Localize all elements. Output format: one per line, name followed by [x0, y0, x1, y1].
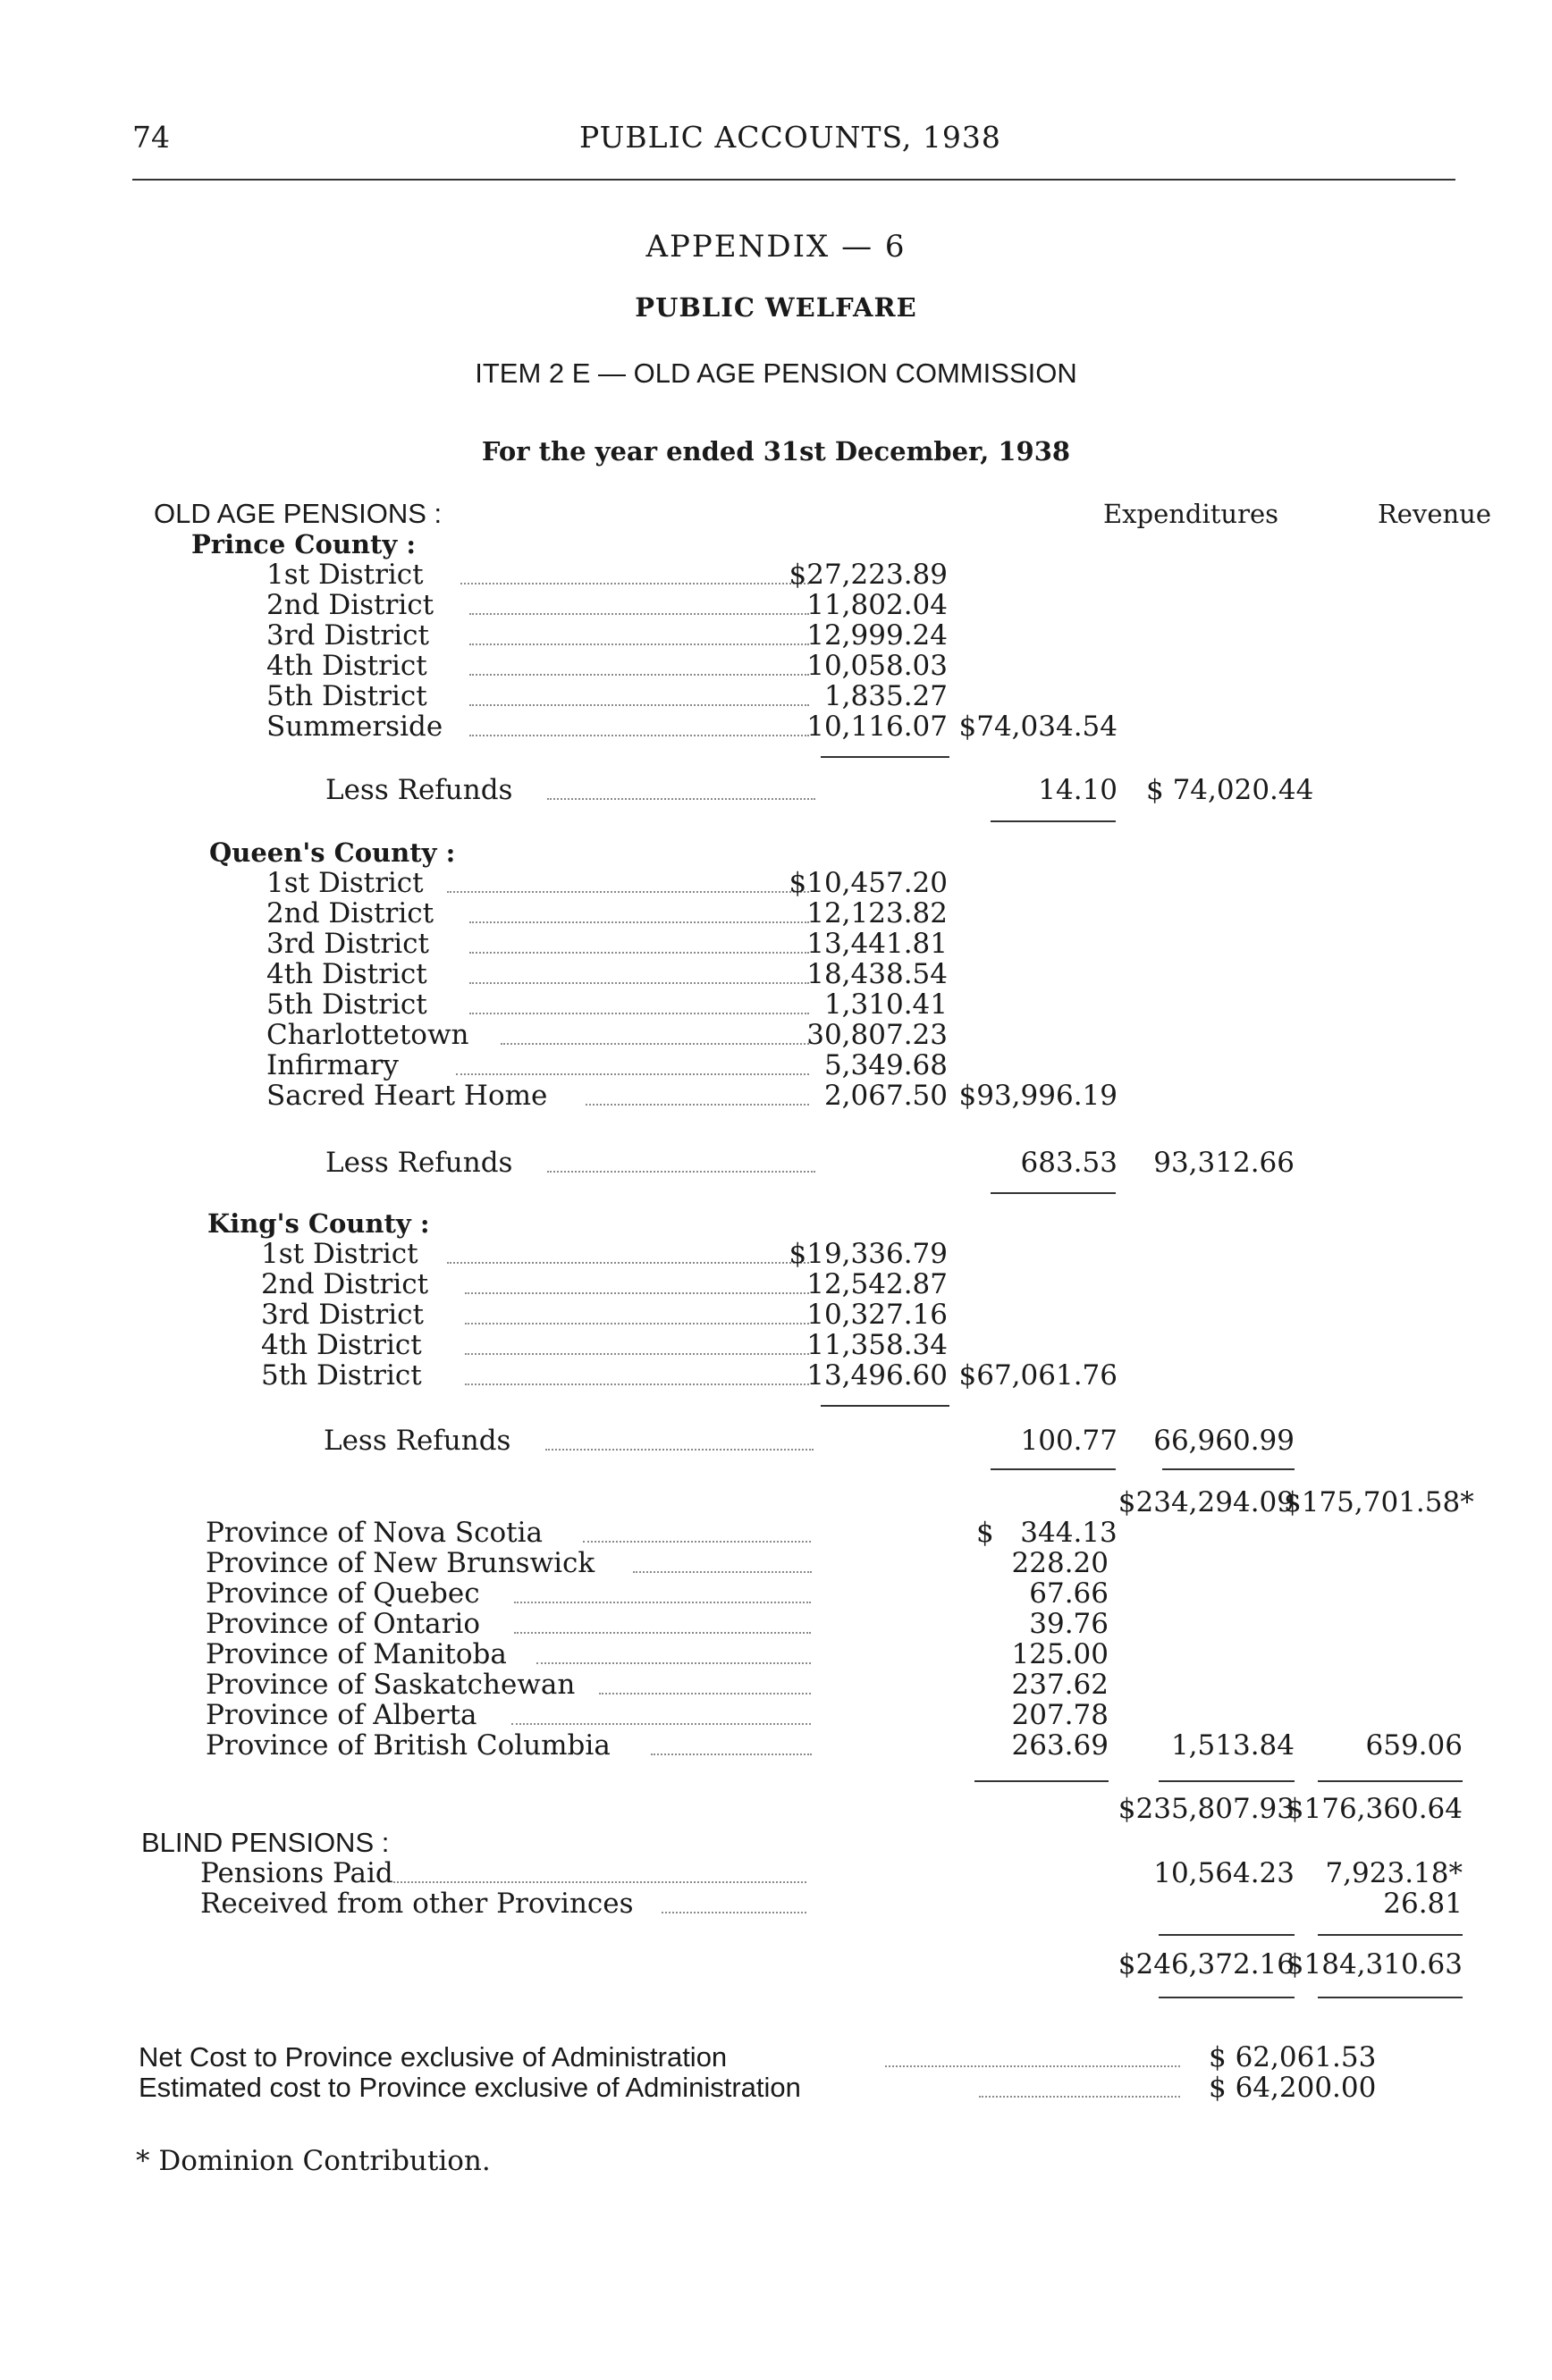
total-rule	[821, 1405, 949, 1407]
expenditures-header: Expenditures	[1102, 499, 1278, 529]
list-item: 3rd District	[261, 1299, 424, 1331]
amount: 11,802.04	[806, 589, 948, 621]
leader-dots	[456, 1073, 809, 1075]
list-item: 3rd District	[266, 928, 429, 960]
amount: 13,496.60	[806, 1359, 948, 1392]
old-age-subtotal-revenue: $175,701.58*	[1284, 1486, 1474, 1518]
grand-total-expenditures: $246,372.16	[1118, 1948, 1295, 1981]
leader-dots	[469, 613, 809, 615]
queens-county-heading: Queen's County :	[209, 837, 456, 868]
leader-dots	[501, 1043, 809, 1045]
amount: $27,223.89	[789, 559, 948, 591]
net-cost-label: Net Cost to Province exclusive of Administration	[139, 2041, 728, 2073]
old-age-total-expenditures: $235,807.93	[1118, 1793, 1295, 1825]
refunds-rule	[991, 820, 1116, 822]
amount: 5,349.68	[823, 1049, 948, 1081]
list-item: Province of Ontario	[206, 1608, 481, 1640]
amount: 12,542.87	[806, 1268, 948, 1300]
amount: 30,807.23	[806, 1019, 948, 1051]
kings-county-total: $67,061.76	[958, 1359, 1118, 1392]
amount: 18,438.54	[806, 958, 948, 990]
revenue-rule	[1318, 1780, 1463, 1782]
leader-dots	[465, 1353, 809, 1355]
list-item: Province of British Columbia	[206, 1729, 611, 1762]
queens-net-value: 93,312.66	[1153, 1147, 1295, 1179]
amount: 39.76	[1029, 1608, 1109, 1640]
leader-dots	[514, 1602, 811, 1603]
leader-dots	[545, 1449, 814, 1451]
list-item: Province of Alberta	[206, 1699, 477, 1731]
leader-dots	[465, 1292, 809, 1294]
department-title: PUBLIC WELFARE	[635, 292, 917, 323]
leader-dots	[885, 2065, 1180, 2067]
list-item: 5th District	[266, 988, 427, 1021]
amount: 67.66	[1029, 1577, 1109, 1610]
provinces-expenditures: 1,513.84	[1170, 1729, 1295, 1762]
footnote: * Dominion Contribution.	[136, 2145, 491, 2177]
estimated-cost-label: Estimated cost to Province exclusive of Administration	[139, 2072, 801, 2103]
expenditures-rule	[1159, 1934, 1295, 1936]
pensions-paid-expenditures: 10,564.23	[1153, 1857, 1295, 1889]
list-item: Province of Quebec	[206, 1577, 480, 1610]
list-item: 2nd District	[266, 589, 434, 621]
amount: 125.00	[1011, 1638, 1109, 1670]
leader-dots	[465, 1323, 809, 1325]
queens-refunds-label: Less Refunds	[325, 1147, 513, 1179]
amount: 12,999.24	[806, 619, 948, 652]
leader-dots	[469, 735, 809, 736]
period-title: For the year ended 31st December, 1938	[481, 436, 1071, 467]
list-item: 4th District	[261, 1329, 422, 1361]
leader-dots	[469, 952, 809, 954]
list-item: 2nd District	[261, 1268, 429, 1300]
net-rule	[1162, 1468, 1295, 1470]
old-age-subtotal-expenditures: $234,294.09	[1118, 1486, 1295, 1518]
amount: 11,358.34	[806, 1329, 948, 1361]
kings-refunds-label: Less Refunds	[324, 1425, 511, 1457]
grand-total-revenue: $184,310.63	[1286, 1948, 1463, 1981]
leader-dots	[469, 921, 809, 923]
appendix-title: APPENDIX — 6	[645, 229, 907, 265]
grand-revenue-rule	[1318, 1997, 1463, 1998]
refunds-rule	[991, 1468, 1116, 1470]
leader-dots	[547, 798, 815, 800]
list-item: Province of Manitoba	[206, 1638, 507, 1670]
amount: 12,123.82	[806, 897, 948, 929]
queens-refunds-value: 683.53	[1020, 1147, 1118, 1179]
amount: 237.62	[1011, 1669, 1109, 1701]
prince-refunds-value: 14.10	[1038, 774, 1118, 806]
leader-dots	[511, 1723, 811, 1725]
old-age-total-revenue: $176,360.64	[1286, 1793, 1463, 1825]
total-rule	[821, 756, 949, 758]
amount: 10,116.07	[806, 711, 948, 743]
list-item: Infirmary	[266, 1049, 399, 1081]
list-item: Province of Nova Scotia	[206, 1517, 544, 1549]
leader-dots	[651, 1753, 812, 1755]
queens-county-total: $93,996.19	[958, 1080, 1118, 1112]
amount: 10,327.16	[806, 1299, 948, 1331]
leader-dots	[469, 643, 809, 645]
leader-dots	[469, 1013, 809, 1014]
pensions-paid-label: Pensions Paid	[200, 1857, 393, 1889]
kings-net-value: 66,960.99	[1153, 1425, 1295, 1457]
list-item: 1st District	[266, 867, 424, 899]
leader-dots	[447, 891, 809, 893]
amount: $10,457.20	[789, 867, 948, 899]
list-item: 4th District	[266, 650, 427, 682]
leader-dots	[447, 1262, 809, 1264]
header-rule	[132, 179, 1455, 181]
page-number: 74	[132, 120, 170, 155]
leader-dots	[460, 583, 809, 584]
grand-expenditures-rule	[1159, 1997, 1295, 1998]
leader-dots	[547, 1171, 815, 1173]
expenditures-rule	[1159, 1780, 1295, 1782]
leader-dots	[469, 982, 809, 984]
list-item: Province of New Brunswick	[206, 1547, 595, 1579]
list-item: 3rd District	[266, 619, 429, 652]
amount: 1,835.27	[823, 680, 948, 712]
amount: $ 344.13	[976, 1517, 1118, 1549]
list-item: 1st District	[266, 559, 424, 591]
refunds-rule	[991, 1192, 1116, 1194]
prince-refunds-label: Less Refunds	[325, 774, 513, 806]
leader-dots	[583, 1541, 811, 1543]
item-title: ITEM 2 E — OLD AGE PENSION COMMISSION	[475, 357, 1077, 389]
estimated-cost-value: $ 64,200.00	[1209, 2072, 1377, 2104]
provinces-revenue: 659.06	[1365, 1729, 1463, 1762]
leader-dots	[599, 1693, 811, 1695]
kings-county-heading: King's County :	[207, 1208, 430, 1239]
provinces-rule	[974, 1780, 1109, 1782]
list-item: 5th District	[266, 680, 427, 712]
running-title: PUBLIC ACCOUNTS, 1938	[579, 120, 1001, 155]
leader-dots	[469, 704, 809, 706]
amount: 207.78	[1011, 1699, 1109, 1731]
leader-dots	[536, 1662, 811, 1664]
list-item: 4th District	[266, 958, 427, 990]
list-item: 1st District	[261, 1238, 418, 1270]
received-other-provinces-revenue: 26.81	[1383, 1888, 1463, 1920]
old-age-pensions-heading: OLD AGE PENSIONS :	[154, 498, 443, 529]
list-item: 5th District	[261, 1359, 422, 1392]
prince-county-heading: Prince County :	[191, 529, 417, 559]
pensions-paid-revenue: 7,923.18*	[1325, 1857, 1463, 1889]
list-item: Charlottetown	[266, 1019, 469, 1051]
amount: 1,310.41	[823, 988, 948, 1021]
revenue-header: Revenue	[1377, 499, 1491, 529]
prince-county-total: $74,034.54	[958, 711, 1118, 743]
received-other-provinces-label: Received from other Provinces	[200, 1888, 634, 1920]
leader-dots	[465, 1383, 809, 1385]
amount: 13,441.81	[806, 928, 948, 960]
kings-refunds-value: 100.77	[1020, 1425, 1118, 1457]
list-item: Province of Saskatchewan	[206, 1669, 576, 1701]
leader-dots	[662, 1912, 806, 1913]
amount: 228.20	[1011, 1547, 1109, 1579]
prince-net-value: $ 74,020.44	[1146, 774, 1314, 806]
net-cost-value: $ 62,061.53	[1209, 2041, 1377, 2073]
revenue-rule	[1318, 1934, 1463, 1936]
leader-dots	[469, 674, 809, 676]
amount: 10,058.03	[806, 650, 948, 682]
leader-dots	[979, 2096, 1180, 2098]
blind-pensions-heading: BLIND PENSIONS :	[141, 1827, 390, 1858]
amount: $19,336.79	[789, 1238, 948, 1270]
list-item: Sacred Heart Home	[266, 1080, 548, 1112]
leader-dots	[514, 1632, 811, 1634]
amount: 263.69	[1011, 1729, 1109, 1762]
leader-dots	[633, 1571, 812, 1573]
list-item: Summerside	[266, 711, 443, 743]
amount: 2,067.50	[823, 1080, 948, 1112]
list-item: 2nd District	[266, 897, 434, 929]
leader-dots	[393, 1881, 806, 1883]
